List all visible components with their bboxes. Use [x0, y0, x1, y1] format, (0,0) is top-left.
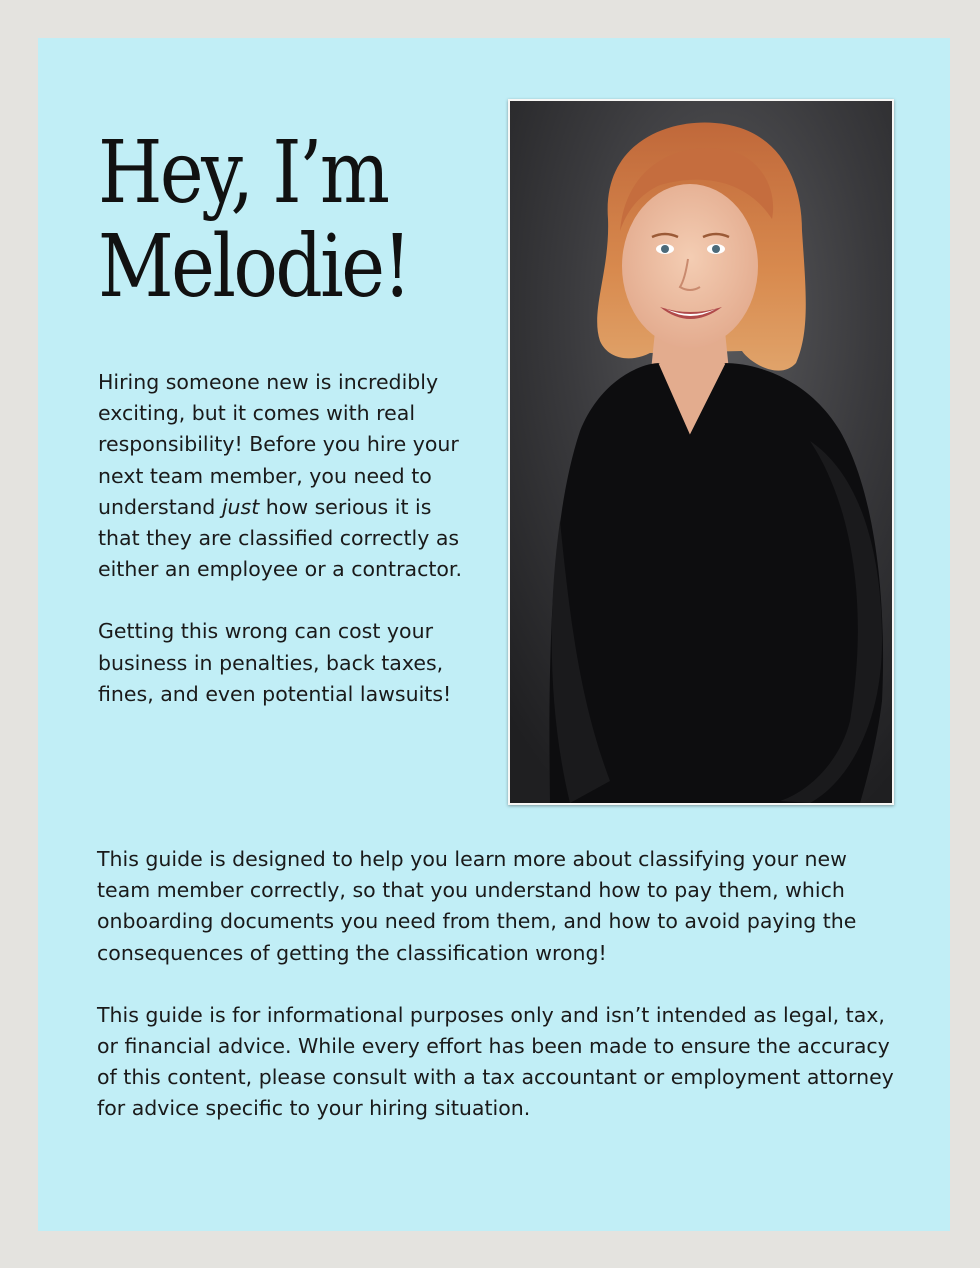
title-line-2: Melodie! — [98, 217, 410, 317]
intro-paragraph-2: Getting this wrong can cost your business in penalties, back taxes, fines, and even potential lawsuits! — [98, 619, 452, 706]
portrait-illustration — [510, 101, 892, 803]
portrait-photo — [508, 99, 894, 805]
body-paragraph-guide: This guide is designed to help you learn more about classifying your new team member correctly, so that you understand how to pay them, which onboarding documents you need from them, and how to avoid paying the consequences of getting the classification wrong! — [97, 847, 857, 965]
intro-paragraph-1 — [98, 367, 466, 585]
intro-p1-emphasis: just — [221, 494, 260, 519]
intro-p1-start: Hiring someone new is incredibly exciting, but it comes with real responsibility! Before you hire your next team member, you need to understand — [98, 370, 459, 519]
document-page — [38, 38, 950, 1231]
intro-text — [98, 367, 466, 741]
page-title — [98, 123, 410, 317]
title-line-1: Hey, I’m — [98, 123, 388, 223]
body-paragraph-disclaimer: This guide is for informational purposes only and isn’t intended as legal, tax, or financial advice. While every effort has been made to ensure the accuracy of this content, please consult with a tax accountant or employment attorney for advice specific to your hiring situation. — [97, 1002, 894, 1121]
intro-p1-end: how serious it is that they are classified correctly as either an employee or a contractor. — [98, 494, 462, 582]
body-text — [97, 844, 897, 1156]
